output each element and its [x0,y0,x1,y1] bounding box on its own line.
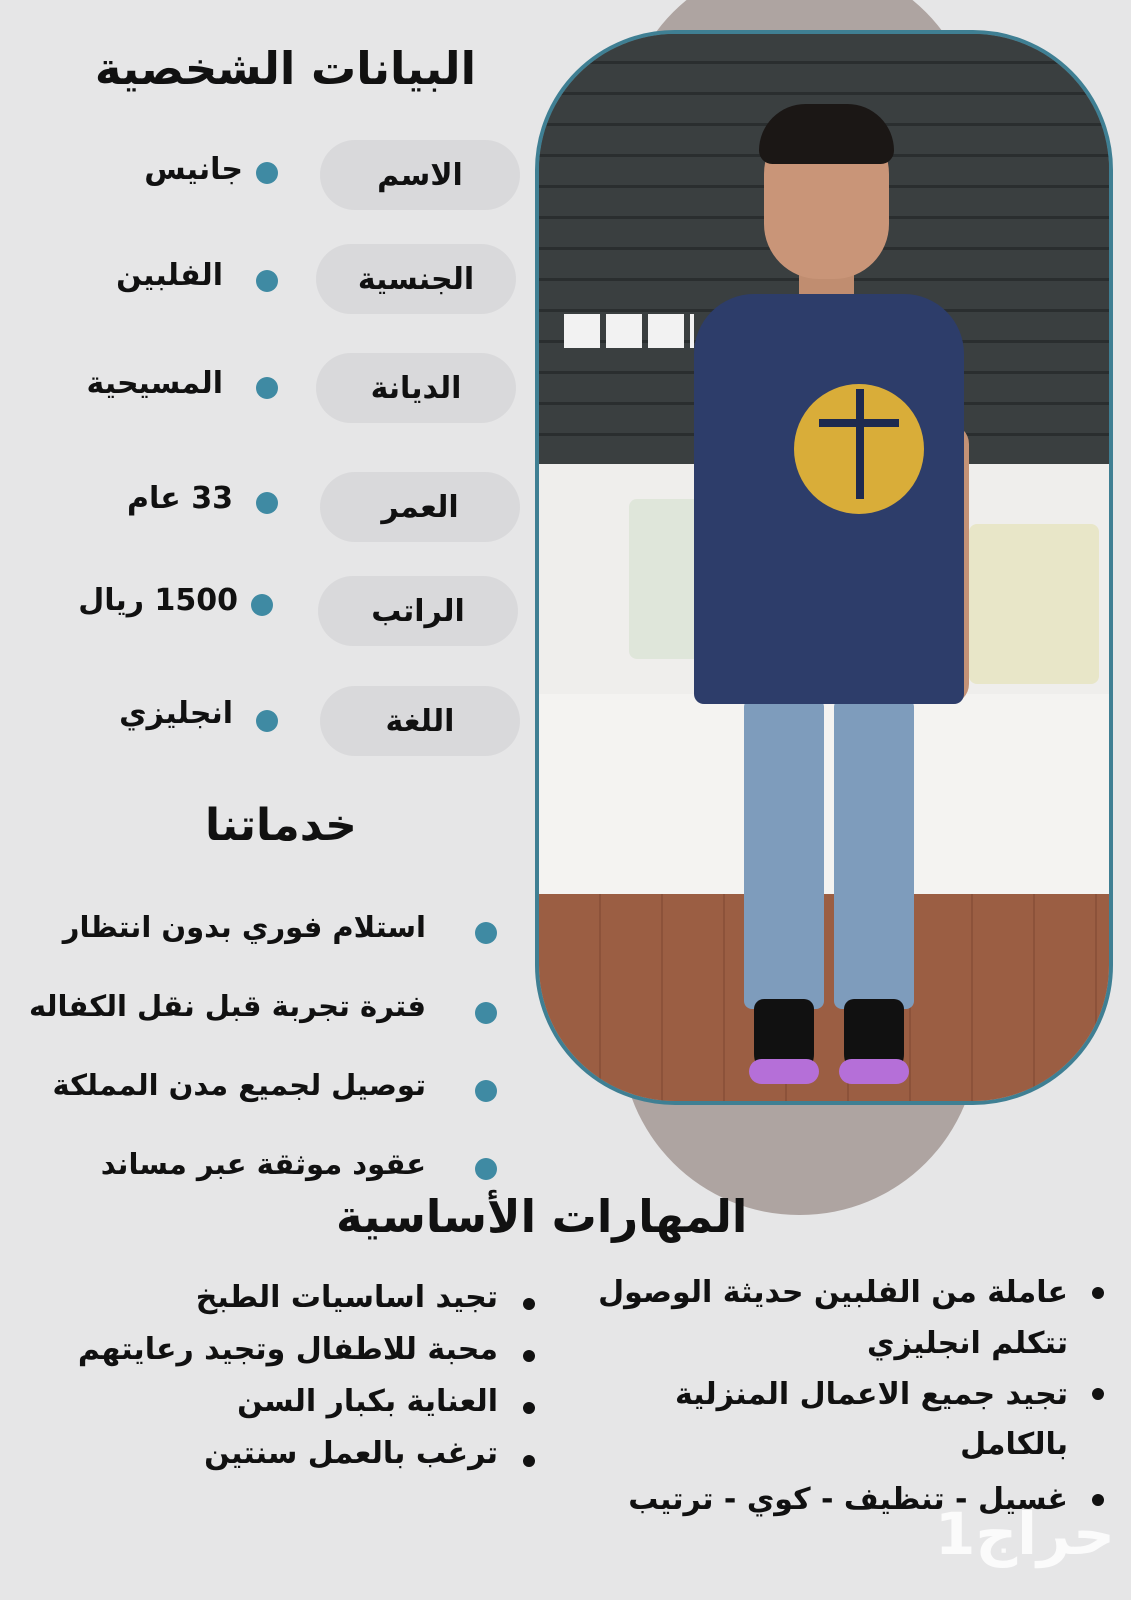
skills-title: المهارات الأساسية [336,1190,748,1243]
person-sandal-left [749,1059,819,1084]
service-item-1: استلام فوري بدون انتظار [62,910,426,944]
skill-bullet [523,1298,535,1310]
bullet-dot [256,492,278,514]
person-leg-left [744,699,824,1009]
skill-bullet [523,1402,535,1414]
skill-right-2: تجيد جميع الاعمال المنزلية [674,1377,1068,1412]
skill-left-2: محبة للاطفال وتجيد رعايتهم [77,1332,498,1367]
shirt-cross-vertical [856,389,864,499]
service-item-3: توصيل لجميع مدن المملكة [52,1068,426,1102]
field-value-salary: 1500 ريال [78,583,238,618]
bullet-dot [256,162,278,184]
service-bullet [475,922,497,944]
skill-right-1-cont: تتكلم انجليزي [867,1326,1068,1361]
field-value-religion: المسيحية [86,366,223,401]
skill-left-1: تجيد اساسيات الطبخ [195,1280,498,1315]
watermark: حراج1 [935,1500,1115,1568]
skill-bullet [523,1350,535,1362]
field-label-language: اللغة [320,686,520,756]
skill-right-2-cont: بالكامل [960,1427,1068,1462]
shirt-cross-horizontal [819,419,899,427]
person-hair [759,104,894,164]
worker-photo [535,30,1113,1105]
field-label-religion: الديانة [316,353,516,423]
bullet-dot [256,377,278,399]
bullet-dot [251,594,273,616]
skill-bullet [1092,1287,1104,1299]
field-value-nationality: الفلبين [116,258,223,293]
photo-person [669,94,989,1094]
person-leg-right [834,699,914,1009]
field-label-nationality: الجنسية [316,244,516,314]
person-shirt [694,294,964,704]
bullet-dot [256,710,278,732]
field-label-salary: الراتب [318,576,518,646]
service-bullet [475,1080,497,1102]
services-title: خدماتنا [205,800,357,851]
field-label-age: العمر [320,472,520,542]
skill-right-3: غسيل - تنظيف - كوي - ترتيب [628,1482,1068,1517]
service-bullet [475,1002,497,1024]
field-value-name: جانيس [144,152,243,187]
skill-left-3: العناية بكبار السن [237,1384,498,1419]
person-sandal-right [839,1059,909,1084]
skill-right-1: عاملة من الفلبين حديثة الوصول [598,1275,1068,1310]
skill-bullet [1092,1388,1104,1400]
skill-left-4: ترغب بالعمل سنتين [204,1436,498,1471]
service-bullet [475,1158,497,1180]
field-label-name: الاسم [320,140,520,210]
personal-data-title: البيانات الشخصية [94,42,476,95]
field-value-age: 33 عام [127,481,233,516]
field-value-language: انجليزي [119,696,233,731]
service-item-2: فترة تجربة قبل نقل الكفاله [29,989,426,1023]
bullet-dot [256,270,278,292]
skill-bullet [523,1455,535,1467]
service-item-4: عقود موثقة عبر مساند [100,1147,426,1181]
